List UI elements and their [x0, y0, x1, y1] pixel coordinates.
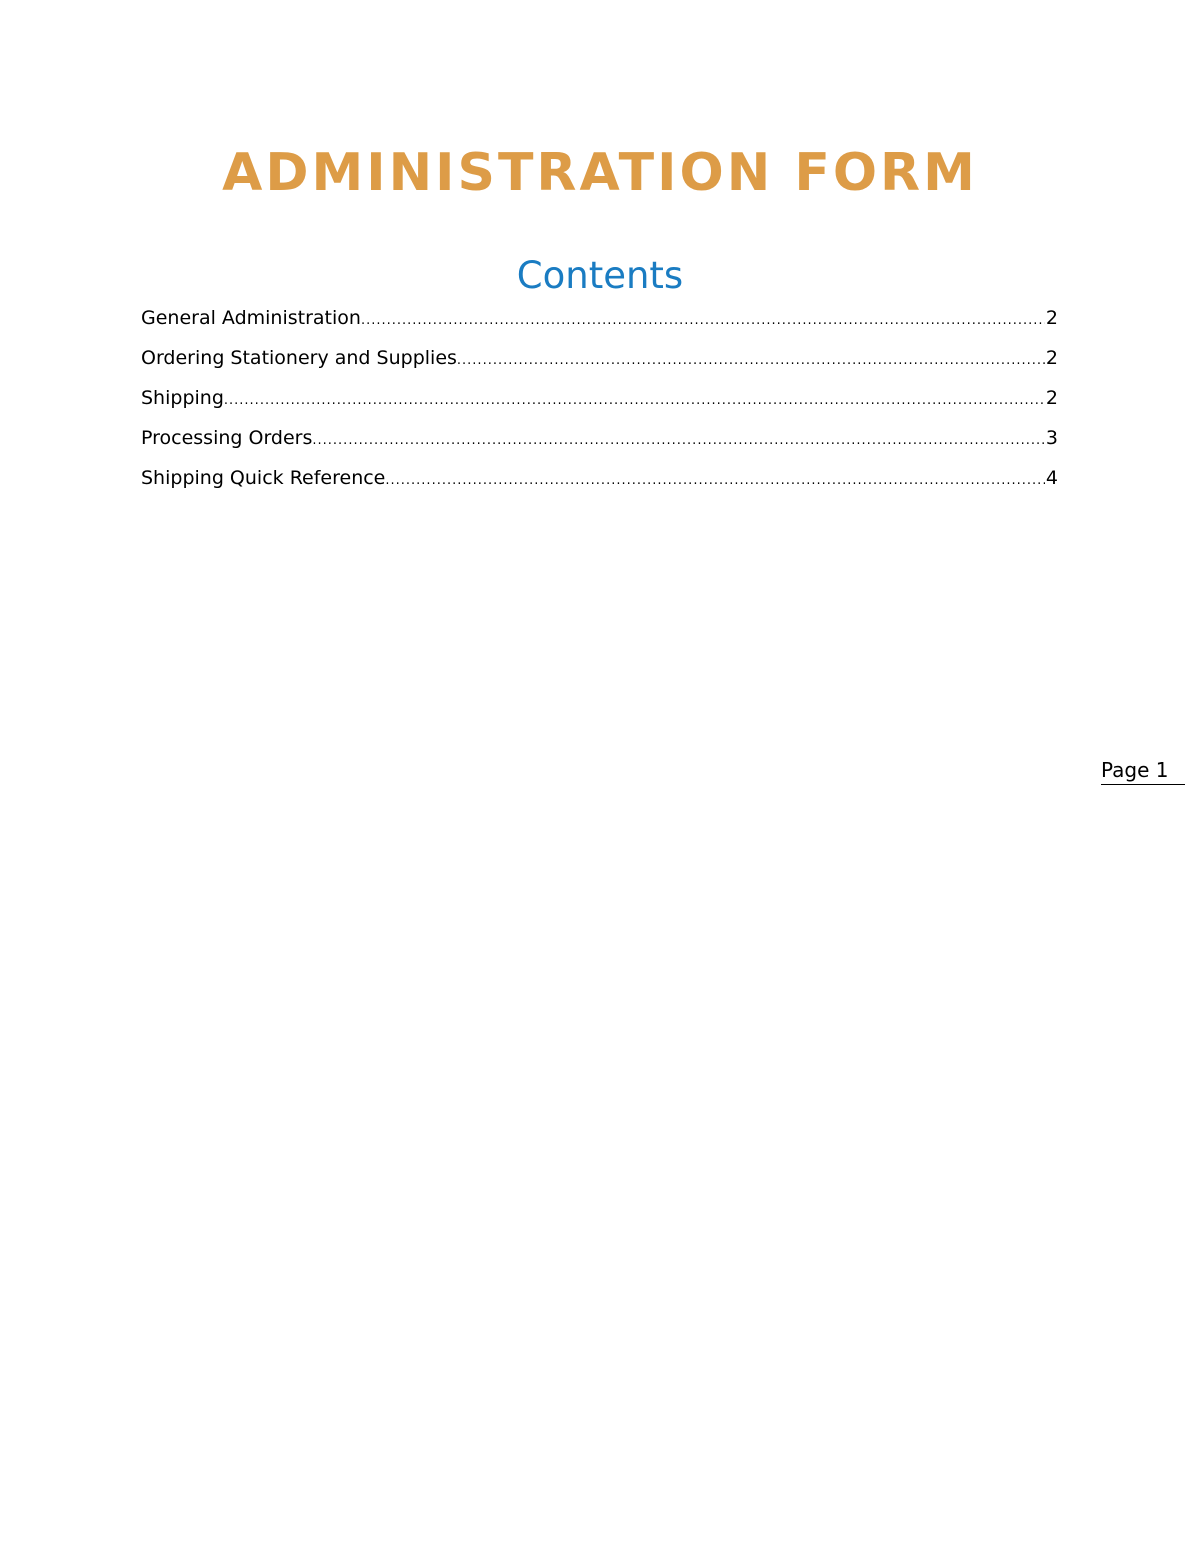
- toc-entry-label: Ordering Stationery and Supplies: [141, 347, 457, 369]
- toc-dot-leader: [361, 305, 1045, 337]
- toc-entry-page-number: 2: [1045, 387, 1058, 409]
- toc-entry-label: Processing Orders: [141, 427, 313, 449]
- page-number-footer: Page 1: [1101, 756, 1185, 785]
- toc-entry-processing-orders[interactable]: [141, 422, 1058, 462]
- toc-heading: Contents: [516, 254, 684, 297]
- toc-dot-leader: [312, 425, 1045, 457]
- toc-entry-page-number: 4: [1045, 467, 1058, 489]
- document-title: ADMINISTRATION FORM: [222, 143, 978, 203]
- toc-entry-general-administration[interactable]: [141, 302, 1058, 342]
- toc-entry-shipping[interactable]: [141, 382, 1058, 422]
- toc-entry-label: Shipping: [141, 387, 224, 409]
- toc-dot-leader: [457, 345, 1045, 377]
- toc-entry-label: General Administration: [141, 307, 361, 329]
- toc-dot-leader: [385, 465, 1045, 497]
- toc-entry-shipping-quick-reference[interactable]: [141, 462, 1058, 502]
- toc-entry-page-number: 3: [1045, 427, 1058, 449]
- toc-entry-page-number: 2: [1045, 307, 1058, 329]
- table-of-contents: [141, 302, 1058, 502]
- toc-entry-page-number: 2: [1045, 347, 1058, 369]
- toc-dot-leader: [224, 385, 1045, 417]
- toc-entry-ordering-stationery[interactable]: [141, 342, 1058, 382]
- toc-entry-label: Shipping Quick Reference: [141, 467, 386, 489]
